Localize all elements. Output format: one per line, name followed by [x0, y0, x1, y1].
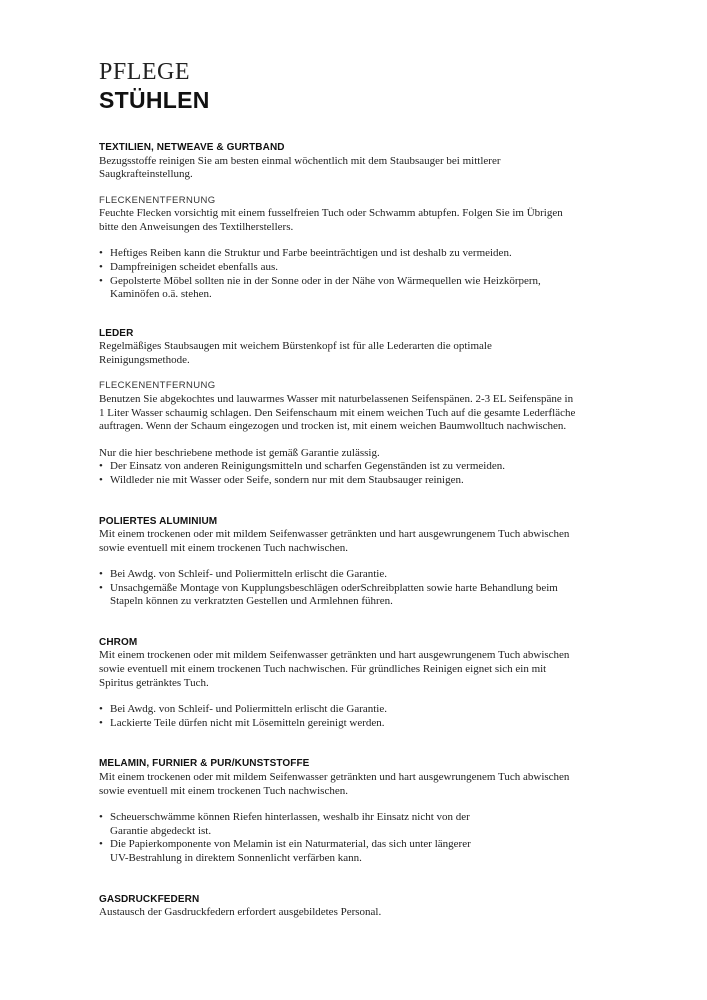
list-item: • Unsachgemäße Montage von Kupplungsbeschlägen oderSchreibplatten sowie harte Behandlung beim Stapeln können zu verkratzten Gestellen und Armlehnen führen. — [99, 582, 579, 609]
subheading-fleckenentfernung: FLECKENENTFERNUNG — [99, 380, 216, 392]
section-poliertes-aluminium — [99, 515, 579, 609]
fleckenentfernung-text: Benutzen Sie abgekochtes und lauwarmes Wasser mit naturbelassenen Seifenspänen. 2-3 EL Seifenspäne in 1 Liter Wasser schaumig schlagen. Den Seifenschaum mit einem weichen Tuch auf die gesamte Lederfläche auftragen. Wenn der Schaum eingezogen und trocken ist, mit einem weichen Baumwolltuch nachwischen. — [99, 392, 576, 433]
section-gasdruckfedern — [99, 893, 579, 920]
page-header — [99, 58, 579, 114]
bullet-list — [99, 703, 579, 730]
list-item: • Bei Awdg. von Schleif- und Poliermitteln erlischt die Garantie. — [99, 568, 579, 582]
section-textilien — [99, 141, 579, 302]
subheading-fleckenentfernung: FLECKENENTFERNUNG — [99, 194, 216, 206]
list-item: • Bei Awdg. von Schleif- und Poliermitteln erlischt die Garantie. — [99, 703, 579, 717]
section-heading: GASDRUCKFEDERN — [99, 893, 200, 905]
section-leder — [99, 327, 579, 488]
bullet-list — [99, 247, 579, 301]
section-heading: TEXTILIEN, NETWEAVE & GURTBAND — [99, 142, 285, 153]
list-item: • Gepolsterte Möbel sollten nie in der Sonne oder in der Nähe von Wärmequellen wie Heizkörpern, Kaminöfen o.ä. stehen. — [99, 275, 579, 302]
list-item: • Lackierte Teile dürfen nicht mit Lösemitteln gereinigt werden. — [99, 717, 579, 731]
section-heading: MELAMIN, FURNIER & PUR/KUNSTSTOFFE — [99, 758, 310, 770]
section-heading: POLIERTES ALUMINIUM — [99, 515, 218, 527]
section-intro: Regelmäßiges Staubsaugen mit weichem Bürstenkopf ist für alle Lederarten die optimale Reinigungsmethode. — [99, 340, 492, 366]
list-item: • Die Papierkomponente von Melamin ist ein Naturmaterial, das sich unter längerer UV-Bestrahlung in direktem Sonnenlicht verfärben kann. — [99, 838, 579, 865]
bullet-list — [99, 460, 579, 487]
list-item: • Der Einsatz von anderen Reinigungsmitteln und scharfen Gegenständen ist zu vermeiden. — [99, 460, 579, 474]
section-heading: LEDER — [99, 327, 134, 339]
section-heading: CHROM — [99, 636, 138, 648]
section-intro: Mit einem trockenen oder mit mildem Seifenwasser getränkten und hart ausgewrungenem Tuch abwischen sowie eventuell mit einem trockenen Tuch nachwischen. Für gründliches Reinigen eignet sich ein mit Spiritus getränktes Tuch. — [99, 649, 570, 689]
bullet-list — [99, 568, 579, 609]
list-item: • Wildleder nie mit Wasser oder Seife, sondern nur mit dem Staubsauger reinigen. — [99, 474, 579, 488]
list-item: • Scheuerschwämme können Riefen hinterlassen, weshalb ihr Einsatz nicht von der Garantie abgedeckt ist. — [99, 811, 579, 838]
fleckenentfernung-text: Feuchte Flecken vorsichtig mit einem fusselfreien Tuch oder Schwamm abtupfen. Folgen Sie im Übrigen bitte den Anweisungen des Textilherstellers. — [99, 207, 563, 233]
section-chrom — [99, 636, 579, 730]
section-intro: Austausch der Gasdruckfedern erfordert ausgebildetes Personal. — [99, 906, 382, 918]
list-item: • Dampfreinigen scheidet ebenfalls aus. — [99, 261, 579, 275]
page-title-stuehlen: STÜHLEN — [99, 87, 210, 113]
section-intro: Mit einem trockenen oder mit mildem Seifenwasser getränkten und hart ausgewrungenem Tuch abwischen sowie eventuell mit einem trockenen Tuch nachwischen. — [99, 770, 570, 797]
section-intro: Mit einem trockenen oder mit mildem Seifenwasser getränkten und hart ausgewrungenem Tuch abwischen sowie eventuell mit einem trockenen Tuch nachwischen. — [99, 528, 570, 554]
bullet-list — [99, 811, 579, 865]
section-intro: Bezugsstoffe reinigen Sie am besten einmal wöchentlich mit dem Staubsauger bei mittlerer Saugkrafteinstellung. — [99, 154, 501, 181]
care-document — [99, 58, 579, 943]
garantie-note: Nur die hier beschriebene methode ist gemäß Garantie zulässig. — [99, 446, 380, 459]
page-title-pflege: PFLEGE — [99, 59, 191, 85]
section-melamin — [99, 757, 579, 865]
list-item: • Heftiges Reiben kann die Struktur und Farbe beeinträchtigen und ist deshalb zu vermeiden. — [99, 247, 579, 261]
